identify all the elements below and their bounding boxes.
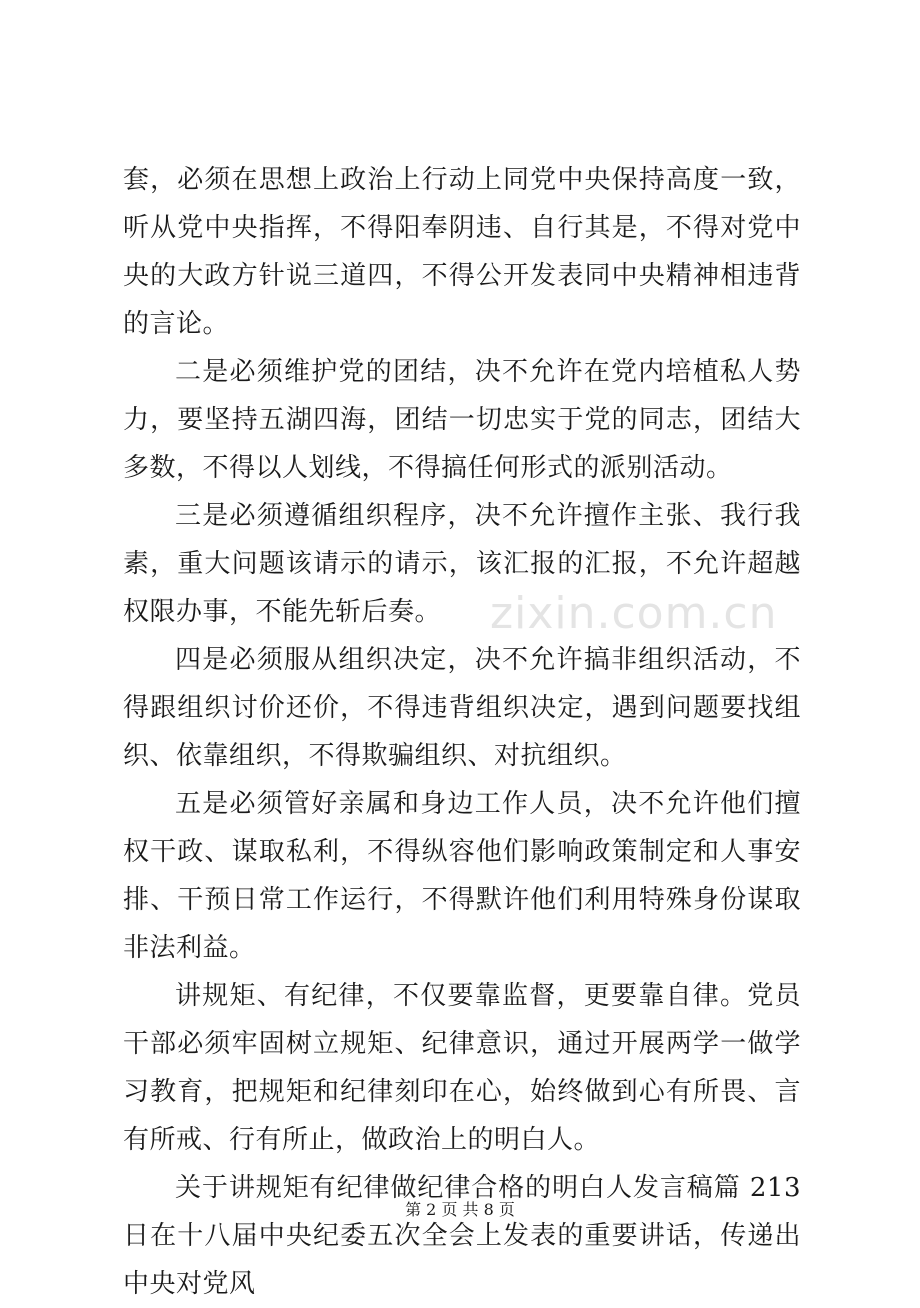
paragraph-point-five: 五是必须管好亲属和身边工作人员，决不允许他们擅权干政、谋取私利，不得纵容他们影响政策制定和人事安排、干预日常工作运行，不得默许他们利用特殊身份谋取非法利益。 (123, 789, 801, 963)
paragraph-self-discipline: 讲规矩、有纪律，不仅要靠监督，更要靠自律。党员干部必须牢固树立规矩、纪律意识，通过开展两学一做学习教育，把规矩和纪律刻印在心，始终做到心有所畏、言有所戒、行有所止，做政治上的明白人。 (123, 981, 801, 1155)
site-watermark: zixin.com.cn (490, 588, 778, 639)
paragraph-point-two: 二是必须维护党的团结，决不允许在党内培植私人势力，要坚持五湖四海，团结一切忠实于党的同志，团结大多数，不得以人划线，不得搞任何形式的派别活动。 (123, 357, 801, 483)
paragraph-article-intro: 关于讲规矩有纪律做纪律合格的明白人发言稿篇 213 日在十八届中央纪委五次全会上发表的重要讲话，传递出中央对党风 (123, 1173, 801, 1299)
document-body (123, 156, 801, 1308)
paragraph-point-three: 三是必须遵循组织程序，决不允许擅作主张、我行我素，重大问题该请示的请示，该汇报的汇报，不允许超越权限办事，不能先斩后奏。 (123, 501, 801, 627)
paragraph-continuation: 套，必须在思想上政治上行动上同党中央保持高度一致，听从党中央指挥，不得阳奉阴违、自行其是，不得对党中央的大政方针说三道四，不得公开发表同中央精神相违背的言论。 (123, 165, 801, 339)
paragraph-point-four: 四是必须服从组织决定，决不允许搞非组织活动，不得跟组织讨价还价，不得违背组织决定，遇到问题要找组织、依靠组织，不得欺骗组织、对抗组织。 (123, 645, 801, 771)
page-number-footer: 第 2 页 共 8 页 (405, 1200, 515, 1219)
